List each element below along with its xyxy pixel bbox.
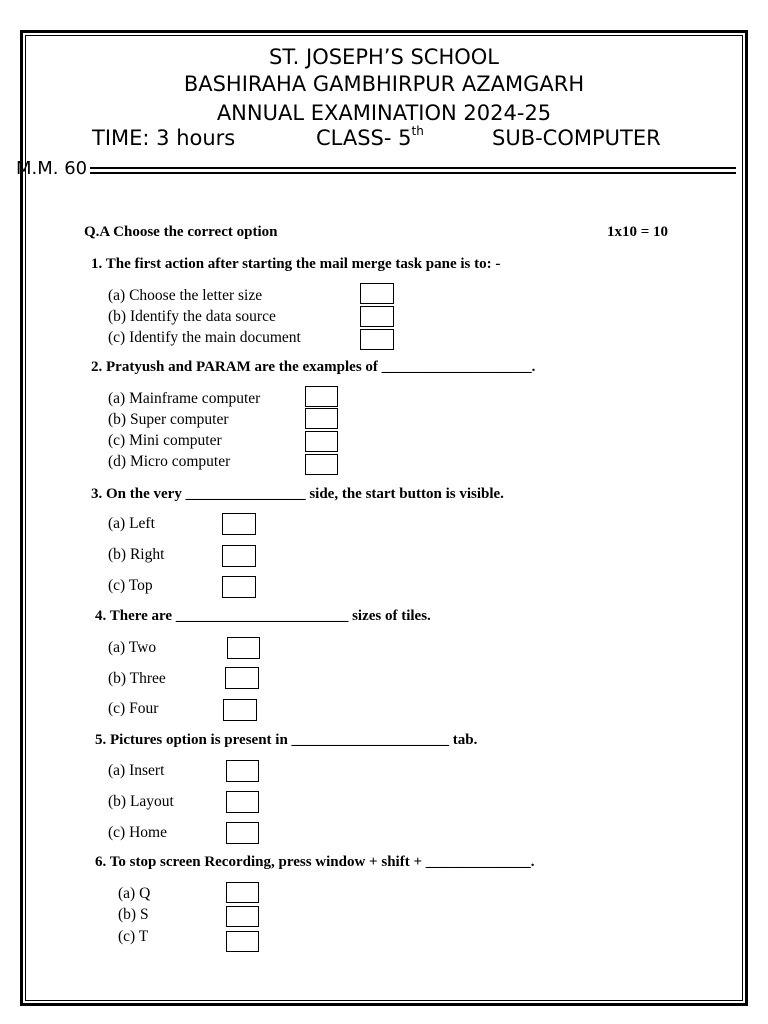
school-address: BASHIRAHA GAMBHIRPUR AZAMGARH: [183, 72, 585, 96]
q3-option-a: (a) Left: [108, 515, 155, 532]
q1-answer-box-a[interactable]: [360, 283, 394, 304]
q2-option-b: (b) Super computer: [108, 411, 229, 428]
q5-option-c: (c) Home: [108, 824, 167, 841]
q6-option-b: (b) S: [118, 906, 149, 923]
exam-title: ANNUAL EXAMINATION 2024-25: [216, 101, 552, 125]
q4-option-a: (a) Two: [108, 639, 157, 656]
q1-answer-box-c[interactable]: [360, 329, 394, 350]
header-rule-bottom: [90, 172, 736, 174]
class-label: CLASS- 5: [316, 126, 412, 150]
q2-option-a: (a) Mainframe computer: [108, 390, 261, 407]
question-5: 5. Pictures option is present in _____________________ tab.: [95, 732, 478, 748]
q1-option-b: (b) Identify the data source: [108, 308, 276, 325]
header-rule-top: [90, 167, 736, 169]
q5-answer-box-b[interactable]: [226, 791, 259, 813]
q1-option-a: (a) Choose the letter size: [108, 287, 263, 304]
q4-answer-box-b[interactable]: [225, 667, 259, 689]
question-6: 6. To stop screen Recording, press window + shift + ______________.: [95, 854, 535, 870]
q6-answer-box-b[interactable]: [226, 906, 259, 927]
q4-option-c: (c) Four: [108, 700, 159, 717]
q3-answer-box-b[interactable]: [222, 545, 256, 567]
q5-option-a: (a) Insert: [108, 762, 165, 779]
question-1: 1. The first action after starting the mail merge task pane is to: -: [91, 256, 501, 272]
question-4: 4. There are _______________________ sizes of tiles.: [95, 608, 431, 624]
q6-option-c: (c) T: [118, 928, 149, 945]
q2-answer-box-d[interactable]: [305, 454, 338, 475]
q4-answer-box-a[interactable]: [227, 637, 260, 659]
q2-answer-box-c[interactable]: [305, 431, 338, 452]
q1-option-c: (c) Identify the main document: [108, 329, 301, 346]
q4-answer-box-c[interactable]: [223, 699, 257, 721]
q5-answer-box-c[interactable]: [226, 822, 259, 844]
class-superscript: th: [411, 124, 424, 138]
section-title: Q.A Choose the correct option: [84, 224, 278, 240]
q2-option-c: (c) Mini computer: [108, 432, 222, 449]
q5-answer-box-a[interactable]: [226, 760, 259, 782]
exam-time: TIME: 3 hours: [92, 126, 236, 150]
question-3: 3. On the very ________________ side, the start button is visible.: [91, 486, 504, 502]
q3-answer-box-a[interactable]: [222, 513, 256, 535]
q2-option-d: (d) Micro computer: [108, 453, 231, 470]
max-marks: M.M. 60: [16, 158, 88, 179]
q6-answer-box-c[interactable]: [226, 931, 259, 952]
q4-option-b: (b) Three: [108, 670, 166, 687]
q3-option-b: (b) Right: [108, 546, 165, 563]
q6-answer-box-a[interactable]: [226, 882, 259, 903]
exam-class: [316, 126, 424, 150]
q3-answer-box-c[interactable]: [222, 576, 256, 598]
school-name: ST. JOSEPH’S SCHOOL: [268, 45, 499, 69]
section-marks: 1x10 = 10: [607, 224, 669, 240]
q1-answer-box-b[interactable]: [360, 306, 394, 327]
q2-answer-box-b[interactable]: [305, 408, 338, 429]
q5-option-b: (b) Layout: [108, 793, 174, 810]
question-2: 2. Pratyush and PARAM are the examples of ____________________.: [91, 359, 536, 375]
q3-option-c: (c) Top: [108, 577, 153, 594]
q2-answer-box-a[interactable]: [305, 386, 338, 407]
exam-subject: SUB-COMPUTER: [492, 126, 661, 150]
q6-option-a: (a) Q: [118, 885, 151, 902]
